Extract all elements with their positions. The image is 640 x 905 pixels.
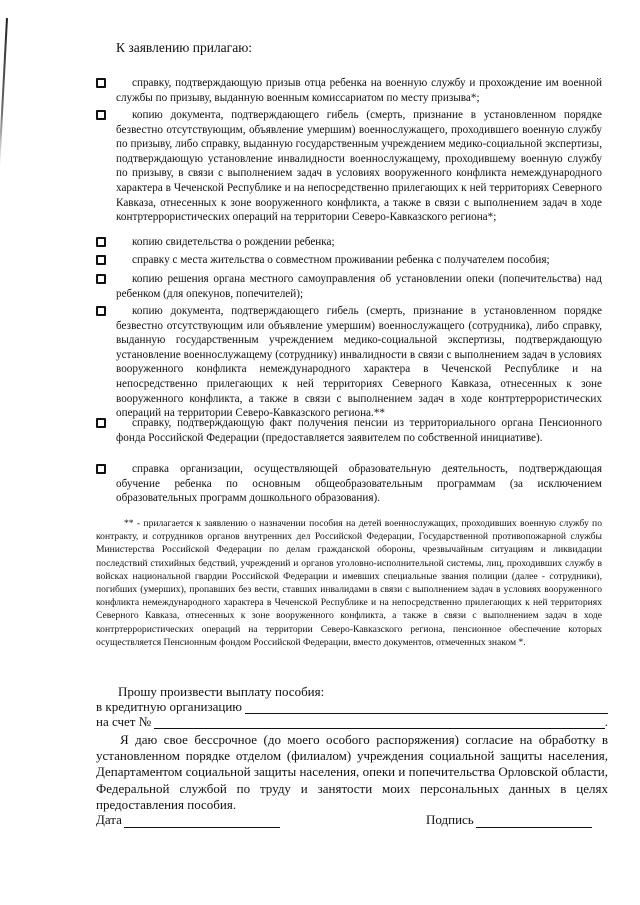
signature-input-line[interactable] — [476, 815, 592, 828]
checkbox-icon[interactable] — [96, 274, 106, 284]
attachment-text: копию свидетельства о рождении ребенка; — [132, 236, 335, 248]
attachment-text: копию решения органа местного самоуправления об установлении опеки (попечительства) над ребенком (для опекунов, попечителей); — [116, 273, 602, 300]
consent-text: Я даю свое бессрочное (до моего особого распоряжения) согласие на обработку в установленном порядке отделом (филиалом) учреждения социальной защиты населения, Департаментом социальной защиты населения, опеки и попечительства Орловской области, Федеральной службой по труду и занятости моих персональных данных в целях предоставления пособия. — [96, 732, 608, 812]
checkbox-icon[interactable] — [96, 418, 106, 428]
checkbox-icon[interactable] — [96, 464, 106, 474]
payment-section — [96, 684, 608, 729]
attachment-item-7 — [96, 416, 602, 445]
attachment-text: справку с места жительства о совместном проживании ребенка с получателем пособия; — [132, 254, 550, 266]
scan-artifact-line — [0, 18, 8, 168]
date-input-line[interactable] — [124, 815, 280, 828]
attachment-text: справку, подтверждающую призыв отца ребенка на военную службу и прохождение им военной службы по призыву, выданную военным комиссариатом по месту призыва*; — [116, 77, 602, 104]
attachment-item-6 — [96, 304, 602, 421]
attachment-text: справка организации, осуществляющей образовательную деятельность, подтверждающая обучение ребенка по основным общеобразовательным программам (за исключением образовательных программ дошкольного образования). — [116, 463, 602, 505]
account-label: на счет № — [96, 714, 152, 729]
payment-request-text: Прошу произвести выплату пособия: — [118, 684, 325, 699]
account-input-line[interactable] — [154, 717, 605, 729]
attachment-text: копию документа, подтверждающего гибель (смерть, признание в установленном порядке безвестно отсутствующим или объявление умершим) военнослужащего (сотрудника), либо справку, выданную государственным учреждением медико-социальной экспертизы, подтверждающую установление военнослужащему (сотруднику) инвалидности в связи с выполнением задач в условиях вооруженного конфликта немеждународного характера в Чеченской Республике и на непосредственно прилегающих к ней территориях Северного Кавказа, отнесенных к зоне вооруженного конфликта, а также в связи с выполнением задач в ходе контртеррористических операций на территории Северо-Кавказского региона.** — [116, 305, 602, 420]
attachment-text: копию документа, подтверждающего гибель (смерть, признание в установленном порядке безвестно отсутствующим, объявление умершим) военнослужащего, проходившего военную службу по призыву, либо справку, выданную государственным учреждением медико-социальной экспертизы, подтверждающую установление инвалидности военнослужащему, проходившему военную службу по призыву, в связи с выполнением задач в условиях вооруженного конфликта немеждународного характера в Чеченской Республике и на непосредственно прилегающих к ней территориях Северного Кавказа, отнесенных к зоне вооруженного конфликта, а также в связи с выполнением задач в ходе контртеррористических операций на территории Северо-Кавказского региона*; — [116, 109, 602, 224]
attachment-item-8 — [96, 462, 602, 506]
attachment-item-5 — [96, 272, 602, 301]
attachments-intro: К заявлению прилагаю: — [116, 40, 253, 55]
attachment-item-3 — [96, 235, 602, 250]
signature-field — [426, 812, 592, 828]
bank-label: в кредитную организацию — [96, 699, 243, 714]
attachment-text: справку, подтверждающую факт получения пенсии из территориального органа Пенсионного фонда Российской Федерации (предоставляется заявителем по собственной инициативе). — [116, 417, 602, 444]
signature-label: Подпись — [426, 812, 474, 827]
bank-row — [96, 699, 608, 714]
date-field — [96, 812, 280, 828]
checkbox-icon[interactable] — [96, 78, 106, 88]
checkbox-icon[interactable] — [96, 306, 106, 316]
checkbox-icon[interactable] — [96, 255, 106, 265]
account-row — [96, 714, 608, 729]
attachment-item-1 — [96, 76, 602, 105]
checkbox-icon[interactable] — [96, 110, 106, 120]
date-label: Дата — [96, 812, 122, 827]
attachment-item-4 — [96, 253, 602, 268]
footnote-text: ** - прилагается к заявлению о назначении пособия на детей военнослужащих, проходивших военную службу по контракту, и сотрудников органов внутренних дел Российской Федерации, Государственной противопожарной службы Министерства Российской Федерации по делам гражданской обороны, чрезвычайным ситуациям и ликвидации последствий стихийных бедствий, учреждений и органов уголовно-исполнительной системы, лиц, проходивших службу в войсках национальной гвардии Российской Федерации и имевших специальные звания полиции (далее - сотрудники), погибших (умерших), пропавших без вести, ставших инвалидами в связи с выполнением задач в условиях вооруженного конфликта немеждународного характера в Чеченской Республике и на непосредственно прилегающих к ней территориях Северного Кавказа, отнесенных к зоне вооруженного конфликта, а также в связи с выполнением задач в ходе контртеррористических операций на территории Северо-Кавказского региона, пенсионное обеспечение которых осуществляется Пенсионным фондом Российской Федерации, вместо документов, отмеченных знаком *. — [96, 518, 602, 648]
attachment-item-2 — [96, 108, 602, 225]
checkbox-icon[interactable] — [96, 237, 106, 247]
account-end-mark: . — [604, 714, 608, 729]
bank-input-line[interactable] — [245, 702, 608, 714]
